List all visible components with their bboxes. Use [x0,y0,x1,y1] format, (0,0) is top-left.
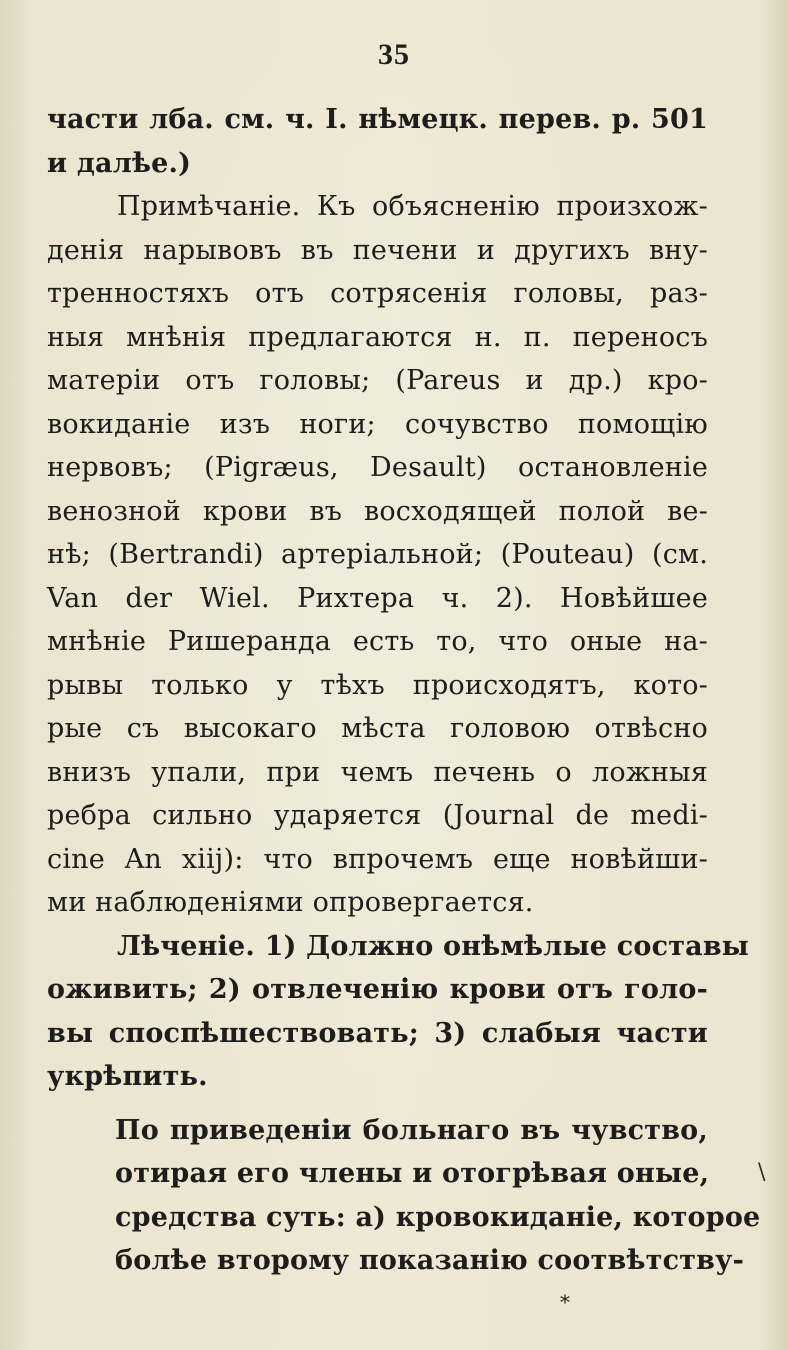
text-line: cine An xiij): что впрочемъ еще новѣйши- [47,843,708,875]
page-number: 35 [378,38,410,71]
text-line: и далѣе.) [47,147,192,179]
text-line: По приведеніи больнаго въ чувство, [115,1114,708,1146]
text-line: ми наблюденіями опровергается. [47,887,534,918]
text-line: венозной крови въ восходящей полой ве- [47,495,708,527]
text-line: мнѣніе Ришеранда есть то, что оные на- [47,626,708,657]
text-line: вокиданіе изъ ноги; сочувство помощію [47,408,708,440]
margin-mark: \ [758,1160,766,1185]
text-line: денія нарывовъ въ печени и другихъ вну- [47,234,708,266]
text-line: нѣ; (Bertrandi) артеріальной; (Pouteau) (см. [47,539,708,570]
text-line: ребра сильно ударяется (Journal de medi- [47,800,708,831]
text-line: нервовъ; (Pigræus, Desault) остановленіе [47,452,708,483]
text-line: рывы только у тѣхъ происходятъ, кото- [47,669,708,701]
text-line: средства суть: а) кровокиданіе, которое [115,1201,761,1233]
text-line: Лѣченіе. 1) Должно онѣмѣлые составы [117,930,750,962]
text-line: матеріи отъ головы; (Pareus и др.) кро- [47,365,708,396]
text-line: отирая его члены и отогрѣвая оные, [115,1158,710,1189]
text-line: Van der Wiel. Рихтера ч. 2). Новѣйшее [47,582,708,614]
text-line: тренностяхъ отъ сотрясенія головы, раз- [47,278,708,309]
text-line: вы споспѣшествовать; 3) слабыя части [47,1017,708,1049]
text-line: Примѣчаніе. Къ объясненію произхож- [117,191,708,222]
text-line: рые съ высокаго мѣста головою отвѣсно [47,713,708,744]
footer-asterisk: * [560,1290,570,1314]
text-line: внизъ упали, при чемъ печень о ложныя [47,756,708,788]
paragraph-gap [47,1099,708,1109]
body-text [47,98,761,1283]
text-line: укрѣпить. [47,1061,208,1092]
text-line: болѣе второму показанію соотвѣтству- [115,1245,745,1276]
text-line: оживить; 2) отвлеченію крови отъ голо- [47,974,708,1005]
text-line: части лба. см. ч. I. нѣмецк. перев. р. 501 [47,104,708,135]
text-line: ныя мнѣнія предлагаются н. п. переносъ [47,321,708,353]
